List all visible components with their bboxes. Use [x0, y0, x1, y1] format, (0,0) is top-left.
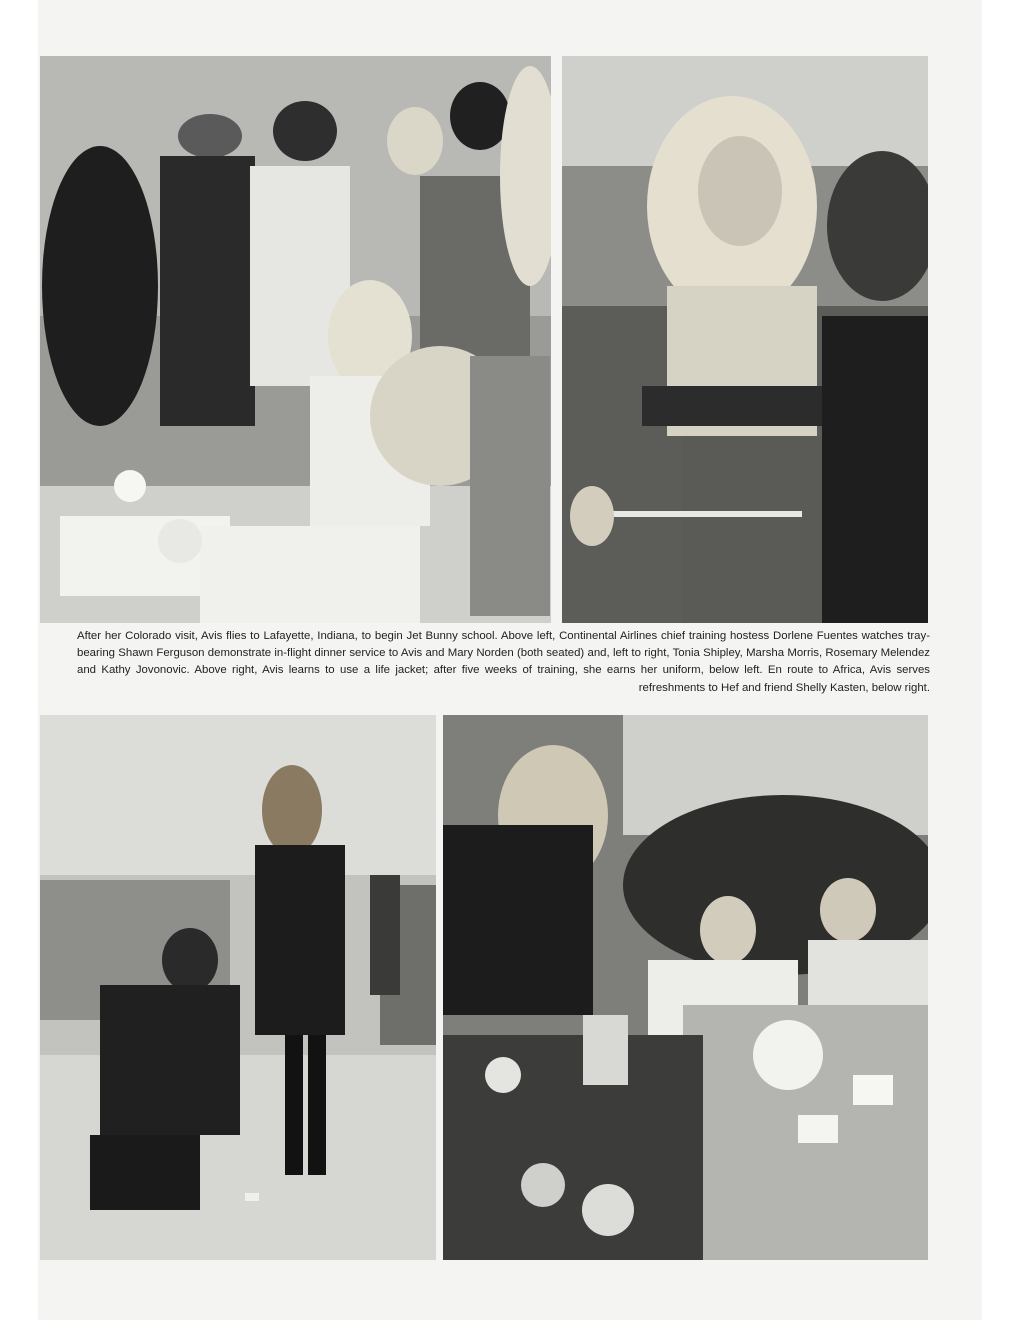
photo-life-jacket	[562, 56, 928, 623]
photo-inflight-service	[443, 715, 928, 1260]
photo-uniform-fitting	[40, 715, 436, 1260]
photo-trainee-group	[40, 56, 551, 623]
photo-caption: After her Colorado visit, Avis flies to Lafayette, Indiana, to begin Jet Bunny school. Above left, Continental Airlines chief training hostess Dorlene Fuentes watches tray-bearing Shawn Ferguson demonstrate in-flight dinner service to Avis and Mary Norden (both seated) and, left to right, Tonia Shipley, Marsha Morris, Rosemary Melendez and Kathy Jovonovic. Above right, Avis learns to use a life jacket; after five weeks of training, she earns her uniform, below left. En route to Africa, Avis serves refreshments to Hef and friend Shelly Kasten, below right.	[77, 630, 930, 694]
